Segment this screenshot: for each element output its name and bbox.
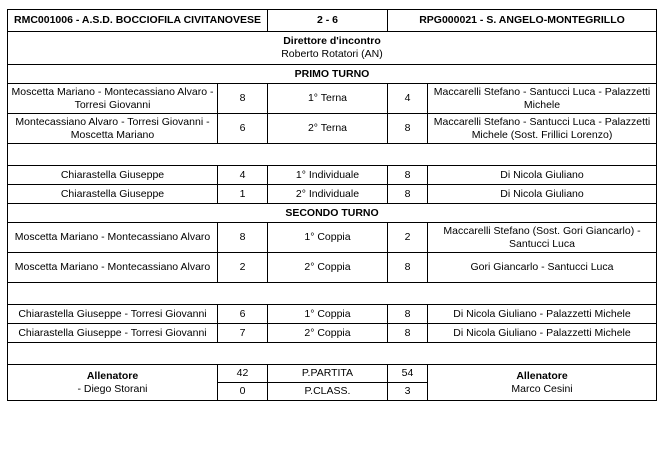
class-away: 3 xyxy=(388,383,428,401)
director-cell xyxy=(8,32,657,65)
table-row xyxy=(8,114,657,144)
home-players: Montecassiano Alvaro - Torresi Giovanni - Moscetta Mariano xyxy=(8,114,218,144)
home-players: Moscetta Mariano - Montecassiano Alvaro xyxy=(8,223,218,253)
game-label: 2° Coppia xyxy=(268,253,388,283)
home-coach-name: - Diego Storani xyxy=(77,382,148,395)
table-row xyxy=(8,223,657,253)
away-score: 8 xyxy=(388,305,428,324)
home-players: Chiarastella Giuseppe xyxy=(8,166,218,185)
section-header-row xyxy=(8,204,657,223)
spacer-row xyxy=(8,144,657,166)
away-score: 8 xyxy=(388,324,428,343)
away-score: 8 xyxy=(388,114,428,144)
away-coach-cell xyxy=(428,365,657,401)
spacer-row xyxy=(8,283,657,305)
home-coach-label: Allenatore xyxy=(86,369,139,382)
table-row xyxy=(8,84,657,114)
away-players: Maccarelli Stefano (Sost. Gori Giancarlo) - Santucci Luca xyxy=(428,223,657,253)
totals-row-partita xyxy=(8,365,657,383)
game-label: 1° Individuale xyxy=(268,166,388,185)
away-team: RPG000021 - S. ANGELO-MONTEGRILLO xyxy=(388,10,657,32)
home-score: 8 xyxy=(218,84,268,114)
game-label: 1° Coppia xyxy=(268,223,388,253)
game-label: 1° Terna xyxy=(268,84,388,114)
table-row xyxy=(8,166,657,185)
partita-away: 54 xyxy=(388,365,428,383)
partita-home: 42 xyxy=(218,365,268,383)
away-coach-label: Allenatore xyxy=(516,369,568,382)
home-score: 2 xyxy=(218,253,268,283)
section-header-row xyxy=(8,65,657,84)
home-score: 1 xyxy=(218,185,268,204)
away-players: Di Nicola Giuliano - Palazzetti Michele xyxy=(428,305,657,324)
game-label: 2° Terna xyxy=(268,114,388,144)
first-round-title: PRIMO TURNO xyxy=(8,65,657,84)
director-label: Direttore d'incontro xyxy=(283,35,381,47)
final-score: 2 - 6 xyxy=(268,10,388,32)
home-score: 6 xyxy=(218,114,268,144)
away-players: Maccarelli Stefano - Santucci Luca - Palazzetti Michele (Sost. Frillici Lorenzo) xyxy=(428,114,657,144)
home-players: Chiarastella Giuseppe - Torresi Giovanni xyxy=(8,305,218,324)
away-players: Di Nicola Giuliano xyxy=(428,185,657,204)
away-coach-name: Marco Cesini xyxy=(511,382,573,395)
home-score: 4 xyxy=(218,166,268,185)
class-home: 0 xyxy=(218,383,268,401)
table-row xyxy=(8,305,657,324)
away-score: 8 xyxy=(388,253,428,283)
home-players: Chiarastella Giuseppe xyxy=(8,185,218,204)
game-label: 2° Coppia xyxy=(268,324,388,343)
home-coach-cell xyxy=(8,365,218,401)
header-row xyxy=(8,10,657,32)
game-label: 1° Coppia xyxy=(268,305,388,324)
away-players: Gori Giancarlo - Santucci Luca xyxy=(428,253,657,283)
away-players: Di Nicola Giuliano xyxy=(428,166,657,185)
home-score: 7 xyxy=(218,324,268,343)
away-players: Di Nicola Giuliano - Palazzetti Michele xyxy=(428,324,657,343)
home-score: 6 xyxy=(218,305,268,324)
home-players: Moscetta Mariano - Montecassiano Alvaro - Torresi Giovanni xyxy=(8,84,218,114)
match-report-table xyxy=(7,9,657,401)
home-players: Chiarastella Giuseppe - Torresi Giovanni xyxy=(8,324,218,343)
away-score: 8 xyxy=(388,185,428,204)
home-score: 8 xyxy=(218,223,268,253)
game-label: 2° Individuale xyxy=(268,185,388,204)
away-score: 4 xyxy=(388,84,428,114)
away-score: 2 xyxy=(388,223,428,253)
director-row xyxy=(8,32,657,65)
table-row xyxy=(8,185,657,204)
away-players: Maccarelli Stefano - Santucci Luca - Palazzetti Michele xyxy=(428,84,657,114)
class-label: P.CLASS. xyxy=(268,383,388,401)
home-players: Moscetta Mariano - Montecassiano Alvaro xyxy=(8,253,218,283)
table-row xyxy=(8,324,657,343)
away-score: 8 xyxy=(388,166,428,185)
table-row xyxy=(8,253,657,283)
second-round-title: SECONDO TURNO xyxy=(8,204,657,223)
home-team: RMC001006 - A.S.D. BOCCIOFILA CIVITANOVESE xyxy=(8,10,268,32)
director-name: Roberto Rotatori (AN) xyxy=(281,48,383,60)
partita-label: P.PARTITA xyxy=(268,365,388,383)
spacer-row xyxy=(8,343,657,365)
